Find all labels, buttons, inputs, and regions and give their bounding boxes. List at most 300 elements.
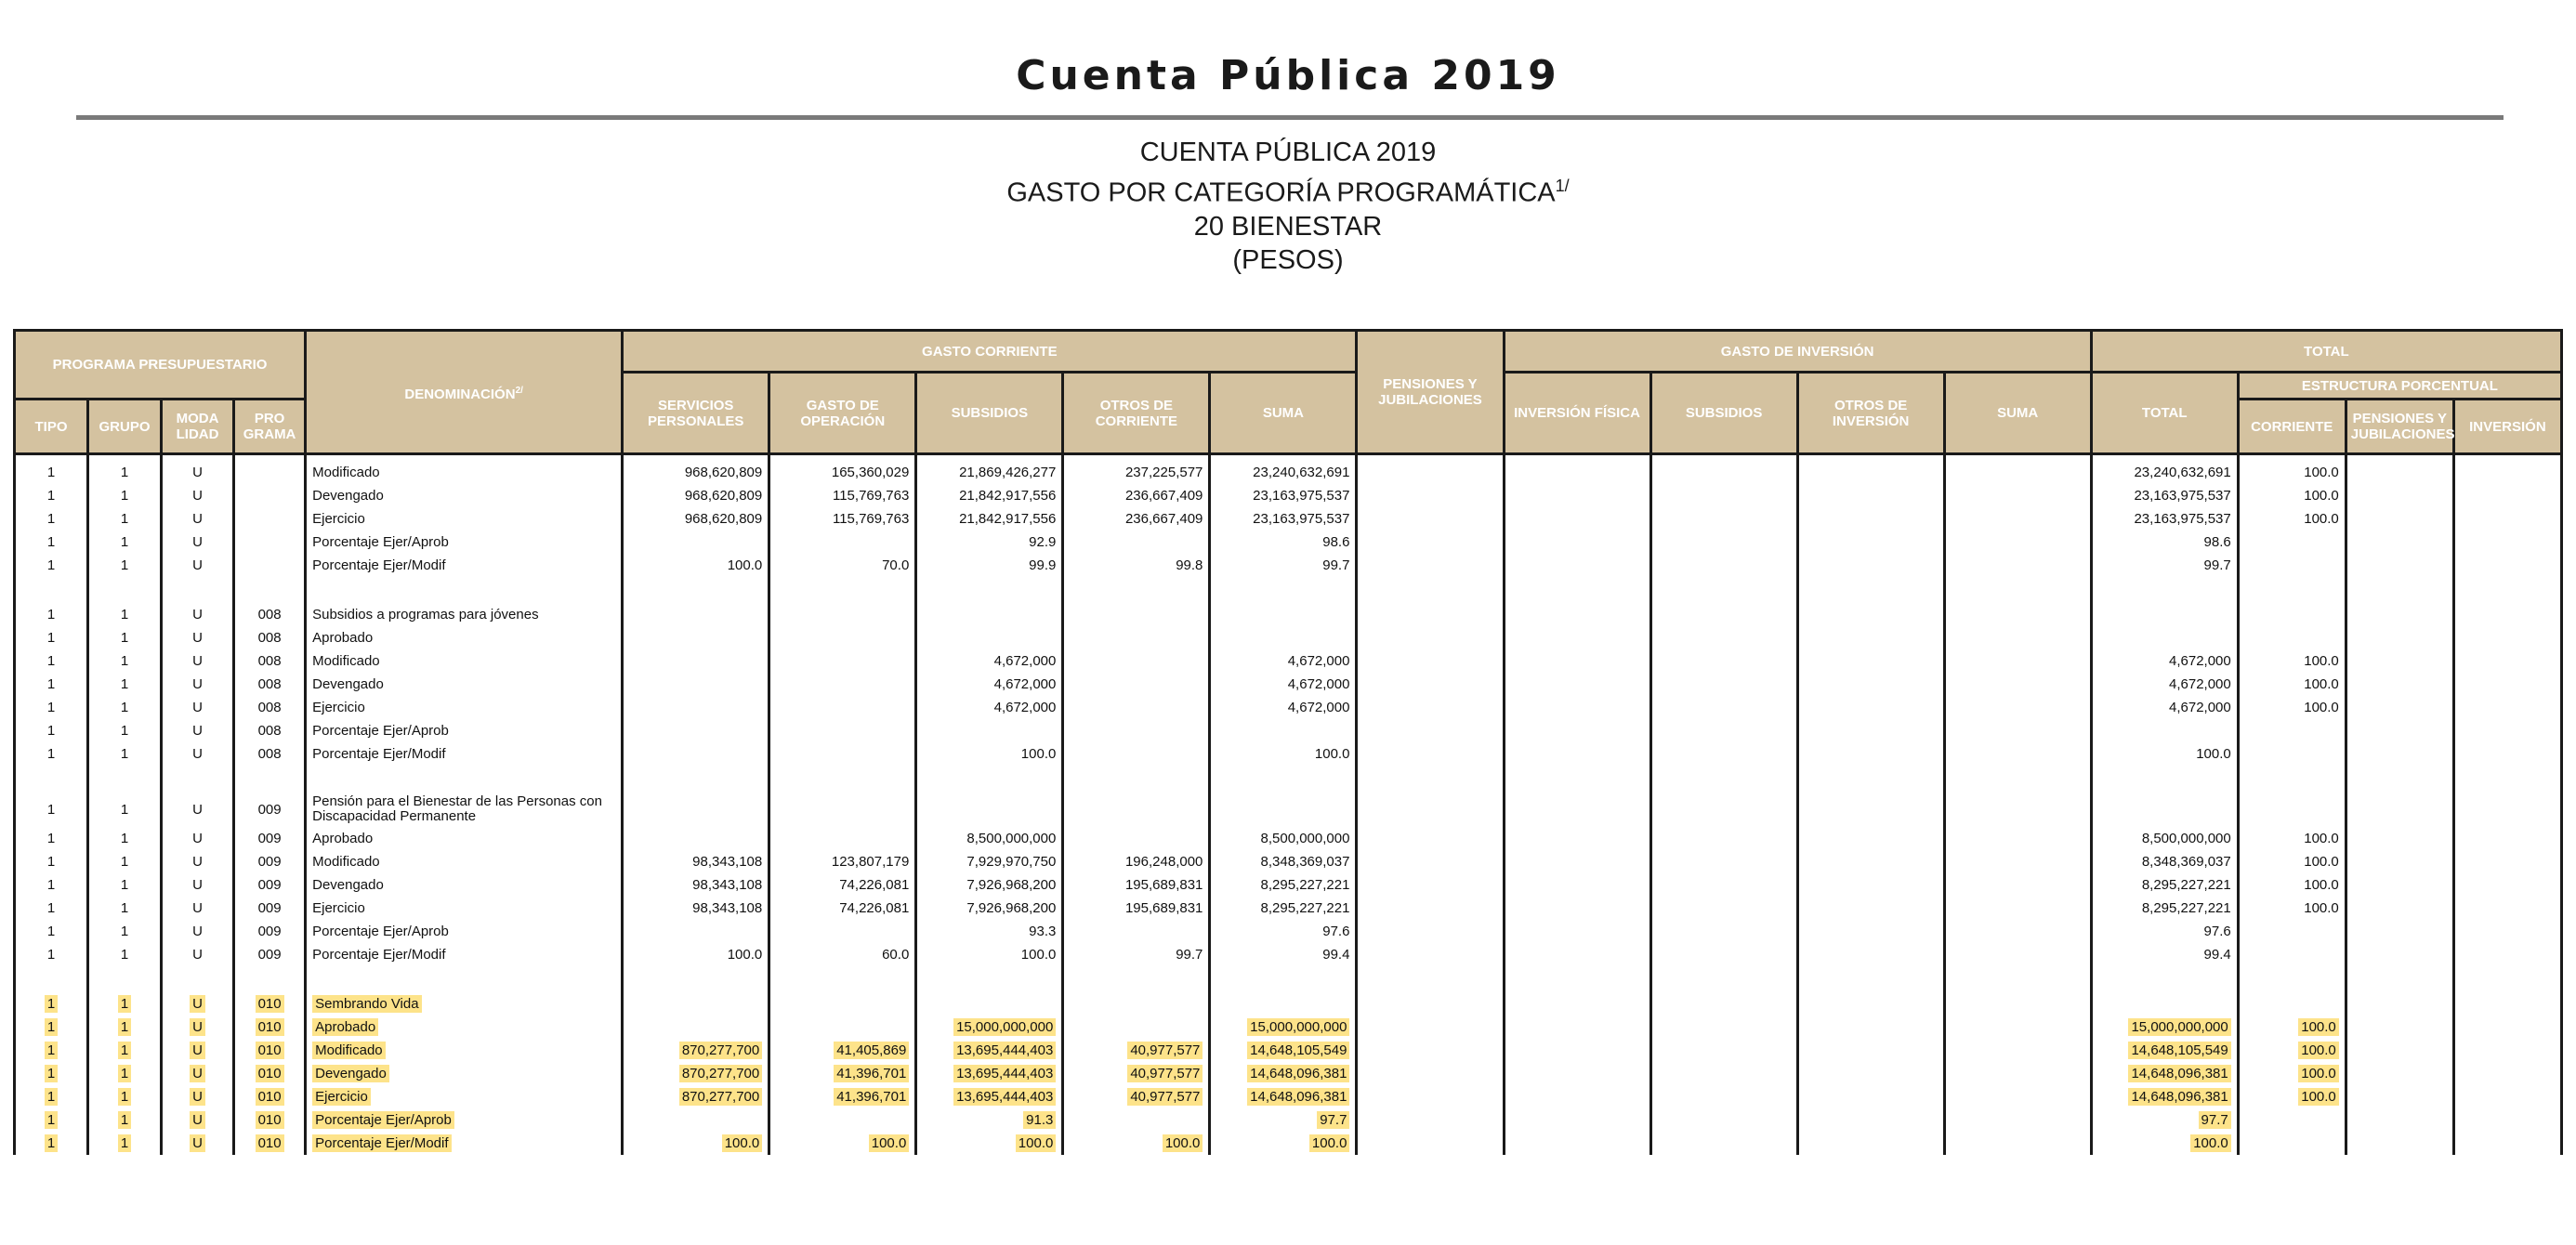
cell-tipo [15,603,88,626]
cell-tipo-value: 1 [46,723,56,739]
cell-otros-inversion [1797,603,1944,626]
cell-total-value: 8,348,369,037 [2141,854,2231,870]
cell-modalidad-value: U [192,877,203,893]
cell-pensiones-pct [2346,766,2453,792]
cell-pensiones-pct [2346,554,2453,577]
cell-subsidios [916,792,1063,827]
table-row [15,1085,2562,1108]
cell-suma [1210,920,1357,943]
cell-pensiones [1357,966,1504,992]
cell-modalidad [162,792,234,827]
cell-suma-inv [1944,792,2091,827]
cell-programa [234,484,306,507]
cell-programa-value: 009 [257,831,282,846]
cell-suma [1210,649,1357,673]
cell-servicios-personales [623,649,769,673]
cell-modalidad [162,873,234,897]
cell-corriente [2238,507,2346,531]
cell-total [2091,603,2238,626]
cell-servicios-personales [623,454,769,485]
cell-tipo [15,920,88,943]
cell-otros-inversion [1797,626,1944,649]
cell-suma [1210,1085,1357,1108]
cell-pensiones [1357,792,1504,827]
cell-servicios-personales [623,966,769,992]
cell-suma-value: 100.0 [1314,746,1350,762]
cell-grupo-value: 1 [120,557,129,573]
cell-gasto-operacion [769,673,916,696]
cell-grupo-value: 1 [120,630,129,646]
cell-inversion [2453,649,2561,673]
cell-pensiones-pct [2346,792,2453,827]
cell-subsidios [916,1108,1063,1132]
cell-otros-corriente-value: 195,689,831 [1124,877,1203,893]
cell-modalidad [162,484,234,507]
cell-modalidad [162,626,234,649]
cell-subsidios-inv [1650,1016,1797,1039]
cell-suma [1210,603,1357,626]
cell-subsidios-inv [1650,696,1797,719]
cell-otros-corriente [1063,1062,1210,1085]
cell-gasto-operacion-value: 41,405,869 [834,1042,909,1059]
cell-denominacion-value: Devengado [312,876,384,893]
cell-suma [1210,719,1357,742]
cell-tipo [15,507,88,531]
cell-grupo-value: 1 [118,995,131,1013]
cell-tipo-value: 1 [46,801,56,818]
cell-gasto-operacion [769,484,916,507]
cell-otros-inversion [1797,673,1944,696]
cell-inversion-fisica [1504,603,1650,626]
cell-subsidios-value: 100.0 [1020,947,1057,963]
cell-modalidad [162,649,234,673]
cell-modalidad [162,531,234,554]
cell-gasto-operacion-value: 123,807,179 [831,854,910,870]
cell-programa [234,873,306,897]
cell-pensiones-pct [2346,1062,2453,1085]
cell-total-value: 4,672,000 [2169,676,2231,692]
cell-programa [234,454,306,485]
cell-programa [234,992,306,1016]
cell-modalidad [162,992,234,1016]
cell-suma-inv [1944,742,2091,766]
cell-gasto-operacion-value: 60.0 [882,947,910,963]
cell-gasto-operacion [769,766,916,792]
cell-corriente [2238,742,2346,766]
cell-corriente-value: 100.0 [2304,854,2339,870]
cell-programa-value: 010 [256,1065,284,1082]
cell-modalidad [162,1132,234,1155]
cell-total-value: 99.7 [2203,557,2231,573]
cell-total-value: 8,295,227,221 [2141,900,2231,916]
cell-denominacion-value: Ejercicio [312,699,365,715]
cell-subsidios-inv [1650,507,1797,531]
cell-grupo [88,554,162,577]
cell-subsidios [916,742,1063,766]
cell-denominacion-value: Porcentaje Ejer/Modif [312,745,446,762]
cell-grupo [88,454,162,485]
cell-inversion [2453,992,2561,1016]
cell-otros-corriente [1063,897,1210,920]
cell-subsidios [916,696,1063,719]
cell-pensiones-pct [2346,1108,2453,1132]
cell-subsidios [916,673,1063,696]
cell-denominacion [306,554,623,577]
cell-otros-corriente [1063,554,1210,577]
cell-inversion [2453,920,2561,943]
cell-grupo-value: 1 [120,465,129,480]
cell-corriente-value: 100.0 [2298,1088,2339,1106]
cell-servicios-personales [623,873,769,897]
cell-grupo [88,1085,162,1108]
cell-gasto-operacion [769,792,916,827]
header-otros-corriente: OTROS DE CORRIENTE [1063,373,1210,454]
cell-suma [1210,850,1357,873]
cell-total [2091,827,2238,850]
cell-grupo-value: 1 [120,900,129,916]
cell-otros-inversion [1797,920,1944,943]
cell-grupo [88,673,162,696]
cell-suma-inv [1944,850,2091,873]
cell-denominacion [306,742,623,766]
cell-tipo [15,673,88,696]
cell-modalidad-value: U [192,900,203,916]
cell-denominacion-value: Pensión para el Bienestar de las Personas con Discapacidad Permanente [312,793,602,824]
cell-suma-inv [1944,603,2091,626]
cell-total [2091,673,2238,696]
cell-programa-value: 010 [256,1018,284,1036]
cell-grupo [88,649,162,673]
cell-suma [1210,766,1357,792]
cell-suma-value: 23,163,975,537 [1253,511,1350,527]
cell-suma-value: 4,672,000 [1287,676,1350,692]
cell-otros-corriente [1063,850,1210,873]
cell-programa-value: 009 [257,924,282,939]
cell-subsidios-inv [1650,531,1797,554]
cell-modalidad-value: U [190,1018,205,1036]
cell-suma [1210,531,1357,554]
cell-subsidios-inv [1650,792,1797,827]
cell-total-value: 8,500,000,000 [2141,831,2231,846]
cell-pensiones [1357,507,1504,531]
cell-servicios-personales [623,673,769,696]
cell-tipo-value: 1 [45,995,58,1013]
report-header-line3: 20 BIENESTAR [1193,211,1383,242]
table-row [15,531,2562,554]
cell-inversion-fisica [1504,966,1650,992]
cell-pensiones-pct [2346,484,2453,507]
header-gasto-inversion: GASTO DE INVERSIÓN [1504,331,2091,373]
cell-gasto-operacion-value: 41,396,701 [834,1088,909,1106]
cell-total [2091,719,2238,742]
cell-subsidios-inv [1650,673,1797,696]
cell-tipo [15,850,88,873]
cell-tipo-value: 1 [46,746,56,762]
cell-corriente-value: 100.0 [2304,511,2339,527]
cell-pensiones [1357,554,1504,577]
cell-denominacion-value: Aprobado [312,830,374,846]
cell-suma [1210,554,1357,577]
cell-pensiones [1357,992,1504,1016]
cell-inversion [2453,719,2561,742]
cell-tipo [15,649,88,673]
cell-corriente [2238,992,2346,1016]
cell-total [2091,577,2238,603]
cell-subsidios-inv [1650,454,1797,485]
cell-tipo-value: 1 [46,557,56,573]
cell-gasto-operacion [769,719,916,742]
cell-inversion-fisica [1504,1039,1650,1062]
cell-corriente [2238,792,2346,827]
cell-subsidios [916,897,1063,920]
cell-tipo [15,897,88,920]
cell-subsidios-inv [1650,603,1797,626]
cell-inversion-fisica [1504,649,1650,673]
cell-otros-inversion [1797,577,1944,603]
cell-subsidios-value: 13,695,444,403 [953,1065,1056,1082]
cell-suma-value: 99.7 [1322,557,1350,573]
cell-inversion [2453,531,2561,554]
cell-subsidios-value: 21,869,426,277 [959,465,1057,480]
cell-otros-corriente [1063,484,1210,507]
cell-servicios-personales [623,507,769,531]
cell-pensiones-pct [2346,507,2453,531]
cell-otros-corriente [1063,649,1210,673]
cell-grupo-value: 1 [118,1042,131,1059]
cell-gasto-operacion [769,1062,916,1085]
cell-tipo-value: 1 [46,700,56,715]
cell-total [2091,897,2238,920]
cell-modalidad [162,603,234,626]
cell-suma-inv [1944,1016,2091,1039]
header-modalidad: MODA LIDAD [162,400,234,454]
header-inversion-fisica: INVERSIÓN FÍSICA [1504,373,1650,454]
cell-otros-inversion [1797,719,1944,742]
cell-grupo [88,1039,162,1062]
cell-modalidad [162,742,234,766]
cell-inversion [2453,792,2561,827]
cell-corriente-value: 100.0 [2298,1018,2339,1036]
cell-modalidad-value: U [192,676,203,692]
cell-suma-inv [1944,943,2091,966]
cell-denominacion-value: Ejercicio [312,1088,371,1106]
cell-servicios-personales [623,626,769,649]
cell-otros-corriente [1063,454,1210,485]
header-grupo: GRUPO [88,400,162,454]
cell-programa [234,507,306,531]
cell-otros-corriente-value: 100.0 [1163,1134,1203,1152]
cell-tipo [15,1016,88,1039]
cell-corriente [2238,1108,2346,1132]
page-title: Cuenta Pública 2019 [1016,52,1560,99]
cell-pensiones [1357,943,1504,966]
cell-suma [1210,873,1357,897]
cell-tipo-value: 1 [46,947,56,963]
cell-pensiones [1357,1062,1504,1085]
cell-subsidios [916,1085,1063,1108]
cell-inversion [2453,943,2561,966]
cell-otros-corriente-value: 236,667,409 [1124,488,1203,504]
cell-grupo [88,626,162,649]
cell-denominacion [306,920,623,943]
cell-otros-corriente [1063,673,1210,696]
cell-programa [234,920,306,943]
header-suma-inv: SUMA [1944,373,2091,454]
cell-inversion-fisica [1504,1085,1650,1108]
cell-otros-corriente-value: 99.7 [1176,947,1203,963]
cell-otros-corriente-value: 40,977,577 [1127,1042,1203,1059]
cell-otros-corriente [1063,943,1210,966]
cell-inversion [2453,850,2561,873]
cell-gasto-operacion-value: 115,769,763 [832,511,910,527]
cell-servicios-personales [623,484,769,507]
cell-gasto-operacion [769,966,916,992]
cell-denominacion-value: Porcentaje Ejer/Modif [312,946,446,963]
cell-tipo [15,1108,88,1132]
cell-grupo-value: 1 [118,1088,131,1106]
cell-programa [234,1016,306,1039]
cell-tipo-value: 1 [45,1111,58,1129]
cell-suma-inv [1944,1039,2091,1062]
cell-modalidad-value: U [192,653,203,669]
cell-corriente [2238,1085,2346,1108]
cell-pensiones [1357,920,1504,943]
cell-modalidad [162,554,234,577]
cell-subsidios-inv [1650,920,1797,943]
cell-inversion [2453,1108,2561,1132]
cell-grupo [88,992,162,1016]
cell-programa [234,792,306,827]
cell-pensiones-pct [2346,603,2453,626]
cell-total-value: 23,163,975,537 [2134,488,2231,504]
cell-denominacion-value: Modificado [312,464,380,480]
cell-inversion [2453,1039,2561,1062]
cell-total [2091,873,2238,897]
header-servicios-personales: SERVICIOS PERSONALES [623,373,769,454]
cell-subsidios [916,943,1063,966]
cell-grupo [88,719,162,742]
cell-modalidad [162,850,234,873]
cell-denominacion [306,696,623,719]
cell-subsidios-inv [1650,850,1797,873]
cell-pensiones-pct [2346,626,2453,649]
cell-suma [1210,792,1357,827]
cell-gasto-operacion-value: 74,226,081 [839,877,910,893]
cell-gasto-operacion-value: 165,360,029 [831,465,910,480]
cell-total [2091,531,2238,554]
cell-gasto-operacion [769,897,916,920]
cell-subsidios [916,827,1063,850]
table-row [15,484,2562,507]
cell-inversion-fisica [1504,1062,1650,1085]
cell-subsidios-inv [1650,1085,1797,1108]
cell-subsidios-value: 4,672,000 [993,653,1057,669]
table-row [15,1132,2562,1155]
cell-tipo [15,1132,88,1155]
cell-programa [234,603,306,626]
table-row [15,992,2562,1016]
cell-suma-inv [1944,873,2091,897]
cell-grupo [88,873,162,897]
cell-gasto-operacion [769,742,916,766]
cell-tipo-value: 1 [46,676,56,692]
cell-inversion [2453,577,2561,603]
cell-gasto-operacion [769,1039,916,1062]
cell-corriente [2238,873,2346,897]
cell-pensiones-pct [2346,850,2453,873]
cell-inversion-fisica [1504,531,1650,554]
cell-subsidios-inv [1650,943,1797,966]
cell-tipo [15,742,88,766]
cell-denominacion [306,454,623,485]
cell-pensiones-pct [2346,649,2453,673]
table-row [15,920,2562,943]
cell-suma [1210,484,1357,507]
cell-servicios-personales [623,766,769,792]
cell-corriente [2238,673,2346,696]
cell-denominacion [306,827,623,850]
cell-modalidad-value: U [190,1088,205,1106]
cell-grupo [88,603,162,626]
table-row [15,792,2562,827]
cell-suma-inv [1944,827,2091,850]
cell-denominacion-value: Porcentaje Ejer/Aprob [312,923,449,939]
cell-tipo [15,719,88,742]
cell-total-value: 8,295,227,221 [2141,877,2231,893]
cell-suma-inv [1944,1085,2091,1108]
cell-subsidios [916,1039,1063,1062]
cell-inversion-fisica [1504,719,1650,742]
cell-subsidios-value: 4,672,000 [993,676,1057,692]
cell-inversion [2453,873,2561,897]
header-denominacion [306,331,623,454]
cell-corriente [2238,1062,2346,1085]
cell-inversion [2453,626,2561,649]
footnote-ref-1: 1/ [1555,177,1570,195]
cell-suma [1210,897,1357,920]
cell-subsidios [916,577,1063,603]
cell-programa-value: 008 [257,676,282,692]
cell-suma-inv [1944,626,2091,649]
cell-pensiones [1357,603,1504,626]
table-row [15,649,2562,673]
cell-modalidad-value: U [192,607,203,622]
cell-pensiones-pct [2346,873,2453,897]
cell-tipo-value: 1 [45,1134,58,1152]
cell-suma-inv [1944,484,2091,507]
cell-otros-inversion [1797,850,1944,873]
cell-inversion [2453,554,2561,577]
cell-pensiones-pct [2346,920,2453,943]
cell-modalidad-value: U [192,854,203,870]
cell-inversion [2453,742,2561,766]
table-row [15,897,2562,920]
cell-grupo [88,966,162,992]
cell-corriente-value: 100.0 [2298,1042,2339,1059]
cell-suma [1210,966,1357,992]
cell-grupo [88,484,162,507]
cell-programa [234,966,306,992]
table-row [15,454,2562,485]
cell-pensiones [1357,626,1504,649]
cell-subsidios-value: 21,842,917,556 [959,488,1057,504]
header-total-group: TOTAL [2091,331,2561,373]
cell-pensiones [1357,850,1504,873]
cell-otros-corriente [1063,603,1210,626]
cell-subsidios-value: 8,500,000,000 [966,831,1057,846]
cell-suma-inv [1944,766,2091,792]
cell-modalidad-value: U [192,831,203,846]
